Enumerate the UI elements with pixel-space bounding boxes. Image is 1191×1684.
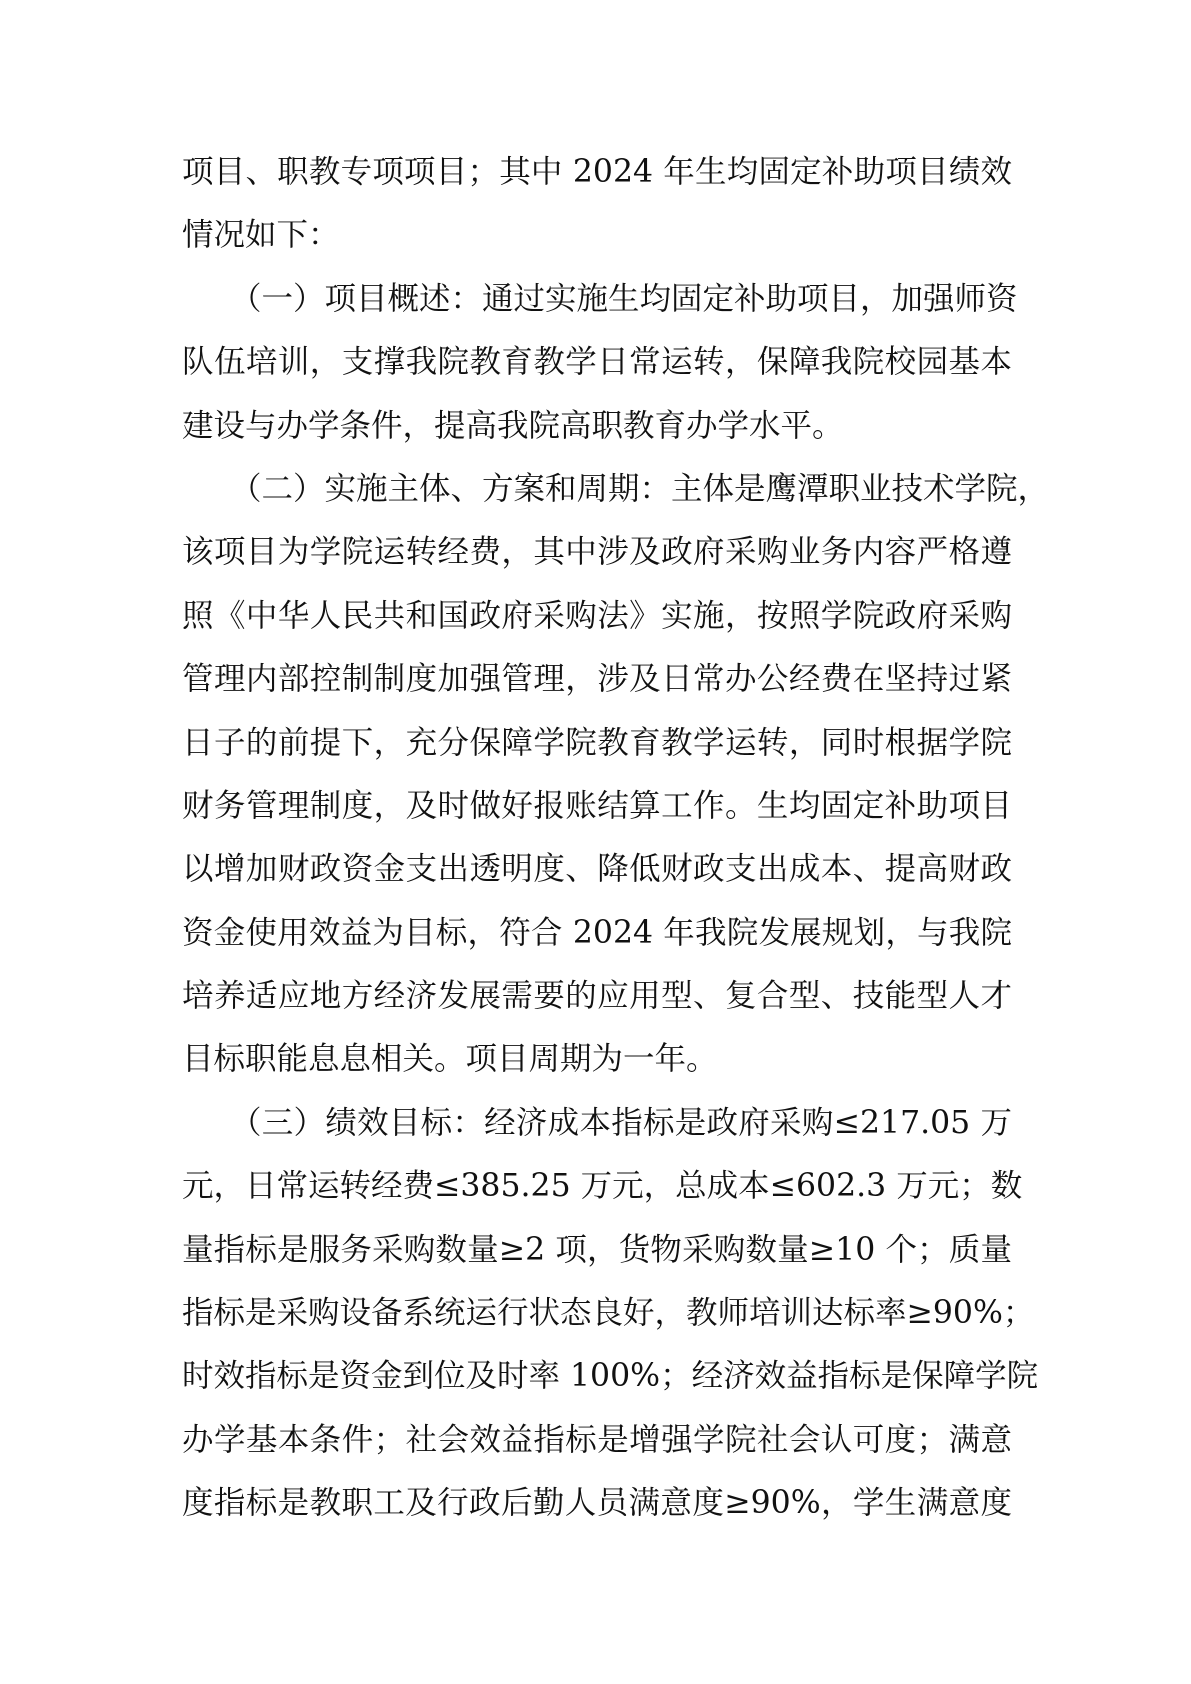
paragraph-start-line: （二）实施主体、方案和周期：主体是鹰潭职业技术学院， bbox=[230, 470, 1050, 507]
text-line: 管理内部控制制度加强管理，涉及日常办公经费在坚持过紧 bbox=[182, 661, 1012, 698]
text-line: 以增加财政资金支出透明度、降低财政支出成本、提高财政 bbox=[182, 851, 1012, 888]
text-line: 该项目为学院运转经费，其中涉及政府采购业务内容严格遵 bbox=[182, 534, 1012, 571]
text-line: 时效指标是资金到位及时率 100%；经济效益指标是保障学院 bbox=[182, 1358, 1039, 1395]
text-line: 培养适应地方经济发展需要的应用型、复合型、技能型人才 bbox=[182, 978, 1012, 1015]
text-line: 资金使用效益为目标，符合 2024 年我院发展规划，与我院 bbox=[182, 914, 1012, 951]
text-line: 量指标是服务采购数量≥2 项，货物采购数量≥10 个；质量 bbox=[182, 1231, 1012, 1268]
text-line: 照《中华人民共和国政府采购法》实施，按照学院政府采购 bbox=[182, 597, 1012, 634]
text-line: 项目、职教专项项目；其中 2024 年生均固定补助项目绩效 bbox=[182, 154, 1012, 190]
paragraph-start-line: （一）项目概述：通过实施生均固定补助项目，加强师资 bbox=[230, 280, 1018, 317]
paragraph-start-line: （三）绩效目标：经济成本指标是政府采购≤217.05 万 bbox=[230, 1104, 1012, 1141]
text-line: 度指标是教职工及行政后勤人员满意度≥90%，学生满意度 bbox=[182, 1485, 1012, 1522]
text-line: 建设与办学条件，提高我院高职教育办学水平。 bbox=[182, 407, 844, 444]
text-line: 财务管理制度，及时做好报账结算工作。生均固定补助项目 bbox=[182, 787, 1012, 824]
text-line: 办学基本条件；社会效益指标是增强学院社会认可度；满意 bbox=[182, 1421, 1012, 1458]
text-line: 元，日常运转经费≤385.25 万元，总成本≤602.3 万元；数 bbox=[182, 1168, 1023, 1205]
body-text bbox=[182, 141, 1050, 1536]
text-line: 队伍培训，支撑我院教育教学日常运转，保障我院校园基本 bbox=[182, 344, 1012, 381]
text-line: 指标是采购设备系统运行状态良好，教师培训达标率≥90%； bbox=[182, 1295, 1035, 1332]
text-line: 情况如下： bbox=[182, 217, 340, 254]
text-line: 目标职能息息相关。项目周期为一年。 bbox=[182, 1041, 718, 1078]
text-line: 日子的前提下，充分保障学院教育教学运转，同时根据学院 bbox=[182, 724, 1012, 761]
